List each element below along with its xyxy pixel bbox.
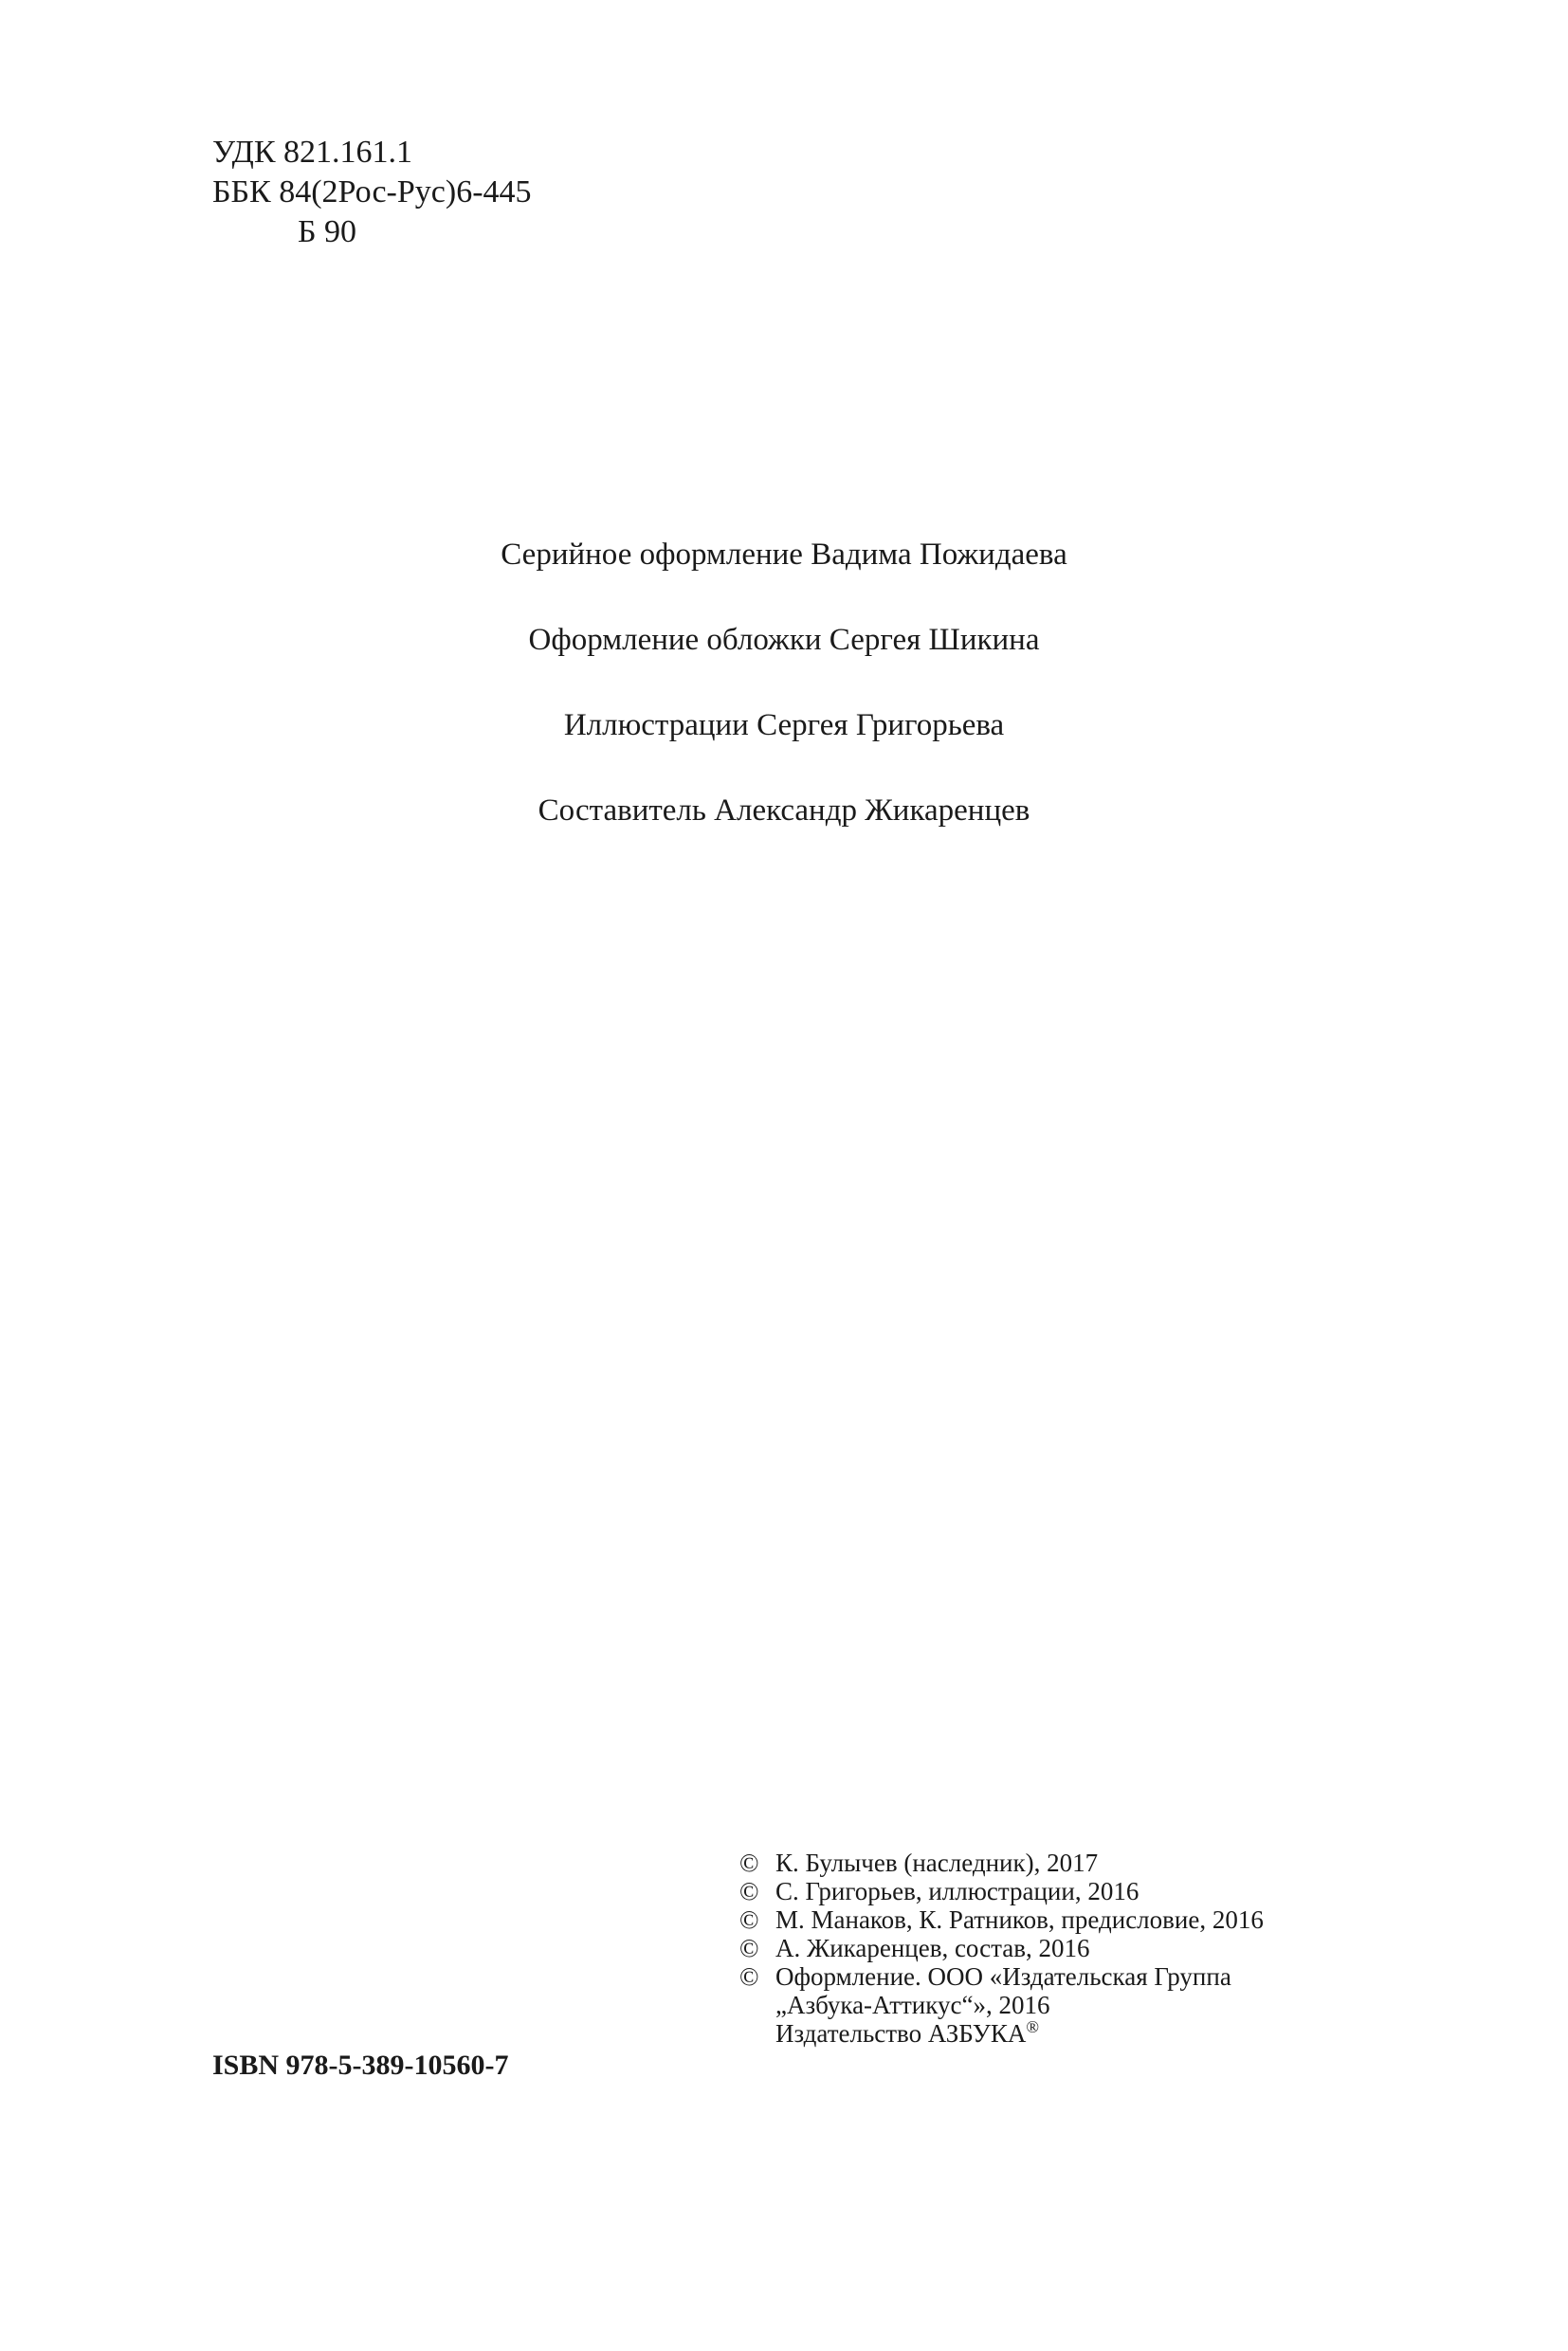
copyright-text: А. Жикаренцев, состав, 2016 (775, 1934, 1090, 1962)
credit-series-design: Серийное оформление Вадима Пожидаева (501, 538, 1067, 572)
copyright-icon: © (739, 1905, 759, 1934)
copyright-item (739, 1877, 1264, 1905)
credit-cover-design: Оформление обложки Сергея Шикина (528, 623, 1040, 657)
copyright-text: М. Манаков, К. Ратников, предисловие, 2016 (775, 1905, 1264, 1934)
publisher-line (739, 2019, 1264, 2048)
copyright-text: С. Григорьев, иллюстрации, 2016 (775, 1877, 1140, 1905)
copyright-block (739, 1849, 1264, 2048)
copyright-icon: © (739, 1849, 759, 1877)
copyright-icon: © (739, 1962, 759, 1991)
credits-block (0, 531, 1568, 872)
copyright-item (739, 1934, 1264, 1962)
author-code: Б 90 (298, 214, 357, 249)
copyright-item (739, 1962, 1264, 1991)
udk-code: УДК 821.161.1 (212, 135, 413, 170)
copyright-icon: © (739, 1877, 759, 1905)
copyright-text: Оформление. ООО «Издательская Группа (775, 1962, 1231, 1991)
classification-block (212, 133, 532, 252)
copyright-continuation: „Азбука-Аттикус“», 2016 (775, 1991, 1050, 2019)
publisher-name: Издательство АЗБУКА (775, 2019, 1027, 2048)
credit-compiler: Составитель Александр Жикаренцев (538, 793, 1030, 828)
registered-mark-icon: ® (1026, 2017, 1040, 2036)
bbk-code: ББК 84(2Рос-Рус)6-445 (212, 174, 532, 210)
credit-illustrations: Иллюстрации Сергея Григорьева (563, 708, 1005, 742)
isbn-number: ISBN 978-5-389-10560-7 (212, 2050, 509, 2081)
copyright-item (739, 1905, 1264, 1934)
copyright-icon: © (739, 1934, 759, 1962)
copyright-text: К. Булычев (наследник), 2017 (775, 1849, 1099, 1877)
copyright-item (739, 1849, 1264, 1877)
